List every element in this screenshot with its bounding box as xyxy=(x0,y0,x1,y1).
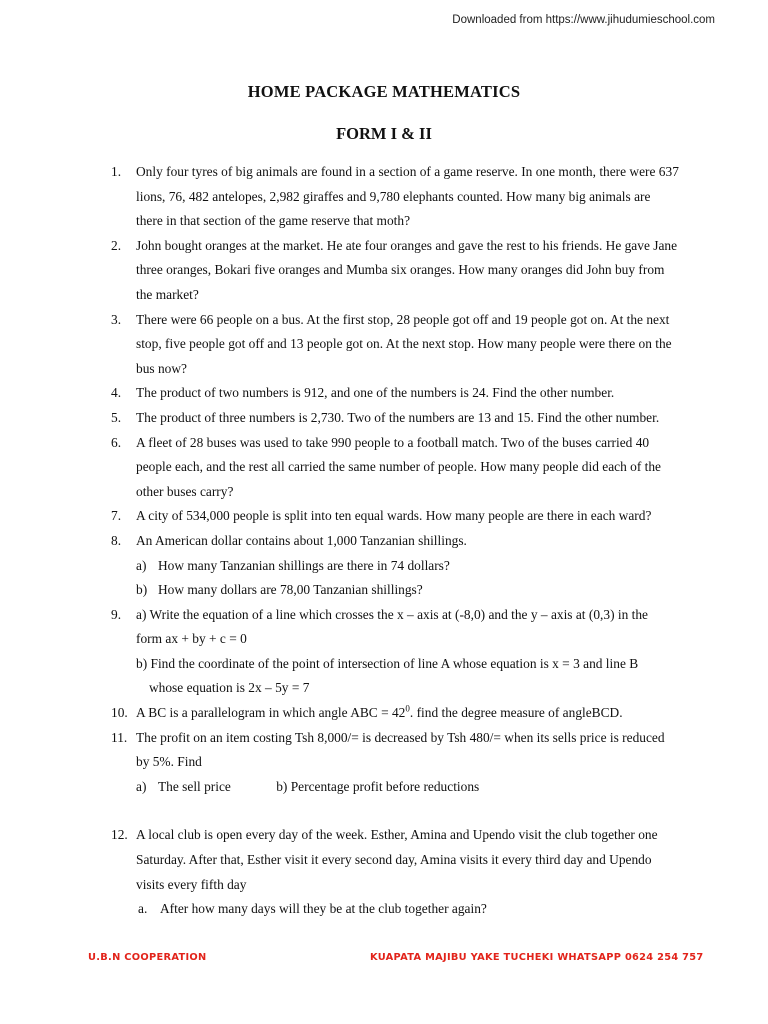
question-text: A city of 534,000 people is split into ten equal wards. How many people are there in each ward? xyxy=(136,508,652,524)
part-label: a) xyxy=(136,557,147,573)
question-number: 7. xyxy=(111,508,122,524)
degree-superscript: 0 xyxy=(405,703,410,714)
question-1 xyxy=(0,160,768,234)
question-9-part-b-line-2: whose equation is 2x – 5y = 7 xyxy=(149,680,310,696)
question-8-part-b xyxy=(0,578,768,603)
question-number: 2. xyxy=(111,237,122,253)
part-label: a) xyxy=(136,778,147,794)
question-12 xyxy=(0,823,768,897)
part-text: After how many days will they be at the club together again? xyxy=(160,901,487,917)
footer-right-text: KUAPATA MAJIBU YAKE TUCHEKI WHATSAPP 0624 254 757 xyxy=(370,952,704,963)
question-9-part-a-line-1: a) Write the equation of a line which crosses the x – axis at (-8,0) and the y – axis at (0,3) in the xyxy=(136,606,648,622)
question-4 xyxy=(0,381,768,406)
question-12-part-a xyxy=(0,897,768,922)
part-label: a. xyxy=(138,901,148,917)
question-text: There were 66 people on a bus. At the first stop, 28 people got off and 19 people got on. At the next stop, five people got off and 13 people got on. At the next stop. How many people were there on the bus now? xyxy=(136,311,672,376)
question-number: 11. xyxy=(111,729,128,745)
question-3 xyxy=(0,308,768,382)
question-text: An American dollar contains about 1,000 Tanzanian shillings. xyxy=(136,532,467,548)
question-number: 10. xyxy=(111,705,128,721)
question-5 xyxy=(0,406,768,431)
question-11-parts xyxy=(0,775,768,800)
question-number: 5. xyxy=(111,409,122,425)
question-text: The product of two numbers is 912, and one of the numbers is 24. Find the other number. xyxy=(136,385,615,401)
question-8 xyxy=(0,529,768,554)
question-8-part-a xyxy=(0,554,768,579)
question-number: 6. xyxy=(111,434,122,450)
question-text: The profit on an item costing Tsh 8,000/= is decreased by Tsh 480/= when its sells price is reduced by 5%. Find xyxy=(136,729,665,770)
question-10 xyxy=(0,701,768,726)
question-11 xyxy=(0,726,768,775)
question-9-part-a-line-2: form ax + by + c = 0 xyxy=(136,631,247,647)
question-number: 1. xyxy=(111,164,122,179)
question-number: 3. xyxy=(111,311,122,327)
question-6 xyxy=(0,431,768,505)
question-2 xyxy=(0,234,768,308)
question-text: A local club is open every day of the week. Esther, Amina and Upendo visit the club together one Saturday. After that, Esther visit it every second day, Amina visits it every third day and Upendo visits every fifth day xyxy=(136,827,658,892)
question-text: John bought oranges at the market. He ate four oranges and gave the rest to his friends. He gave Jane three oranges, Bokari five oranges and Mumba six oranges. How many oranges did John buy from the market? xyxy=(136,237,678,302)
part-label: b) xyxy=(136,582,148,598)
question-number: 4. xyxy=(111,385,122,401)
question-list xyxy=(0,160,768,922)
question-text: A fleet of 28 buses was used to take 990 people to a football match. Two of the buses carried 40 people each, and the rest all carried the same number of people. How many people did each of the other buses carry? xyxy=(136,434,662,499)
part-text: How many dollars are 78,00 Tanzanian shillings? xyxy=(158,582,423,598)
question-text: Only four tyres of big animals are found in a section of a game reserve. In one month, there were 637 lions, 76, 482 antelopes, 2,982 giraffes and 9,780 elephants counted. How many big animals are there in that section of the game reserve that moth? xyxy=(136,164,679,229)
question-9-part-b-line-1: b) Find the coordinate of the point of intersection of line A whose equation is x = 3 and line B xyxy=(136,655,639,671)
question-text: The product of three numbers is 2,730. Two of the numbers are 13 and 15. Find the other number. xyxy=(136,409,660,425)
page-subtitle: FORM I & II xyxy=(336,124,432,143)
question-number: 12. xyxy=(111,827,128,843)
download-source-note: Downloaded from https://www.jihudumieschool.com xyxy=(452,14,715,26)
part-b-text: b) Percentage profit before reductions xyxy=(276,778,480,794)
footer-left-text: U.B.N COOPERATION xyxy=(88,952,207,963)
part-a-text: The sell price xyxy=(158,778,231,794)
question-9 xyxy=(0,603,768,628)
question-text-start: A BC is a parallelogram in which angle ABC = 42 xyxy=(136,705,406,721)
question-text-end: . find the degree measure of angleBCD. xyxy=(409,705,623,721)
part-text: How many Tanzanian shillings are there in 74 dollars? xyxy=(158,557,450,573)
question-7 xyxy=(0,504,768,529)
question-number: 8. xyxy=(111,532,122,548)
page-title: HOME PACKAGE MATHEMATICS xyxy=(247,82,521,101)
question-number: 9. xyxy=(111,606,122,622)
spacer xyxy=(0,799,768,823)
